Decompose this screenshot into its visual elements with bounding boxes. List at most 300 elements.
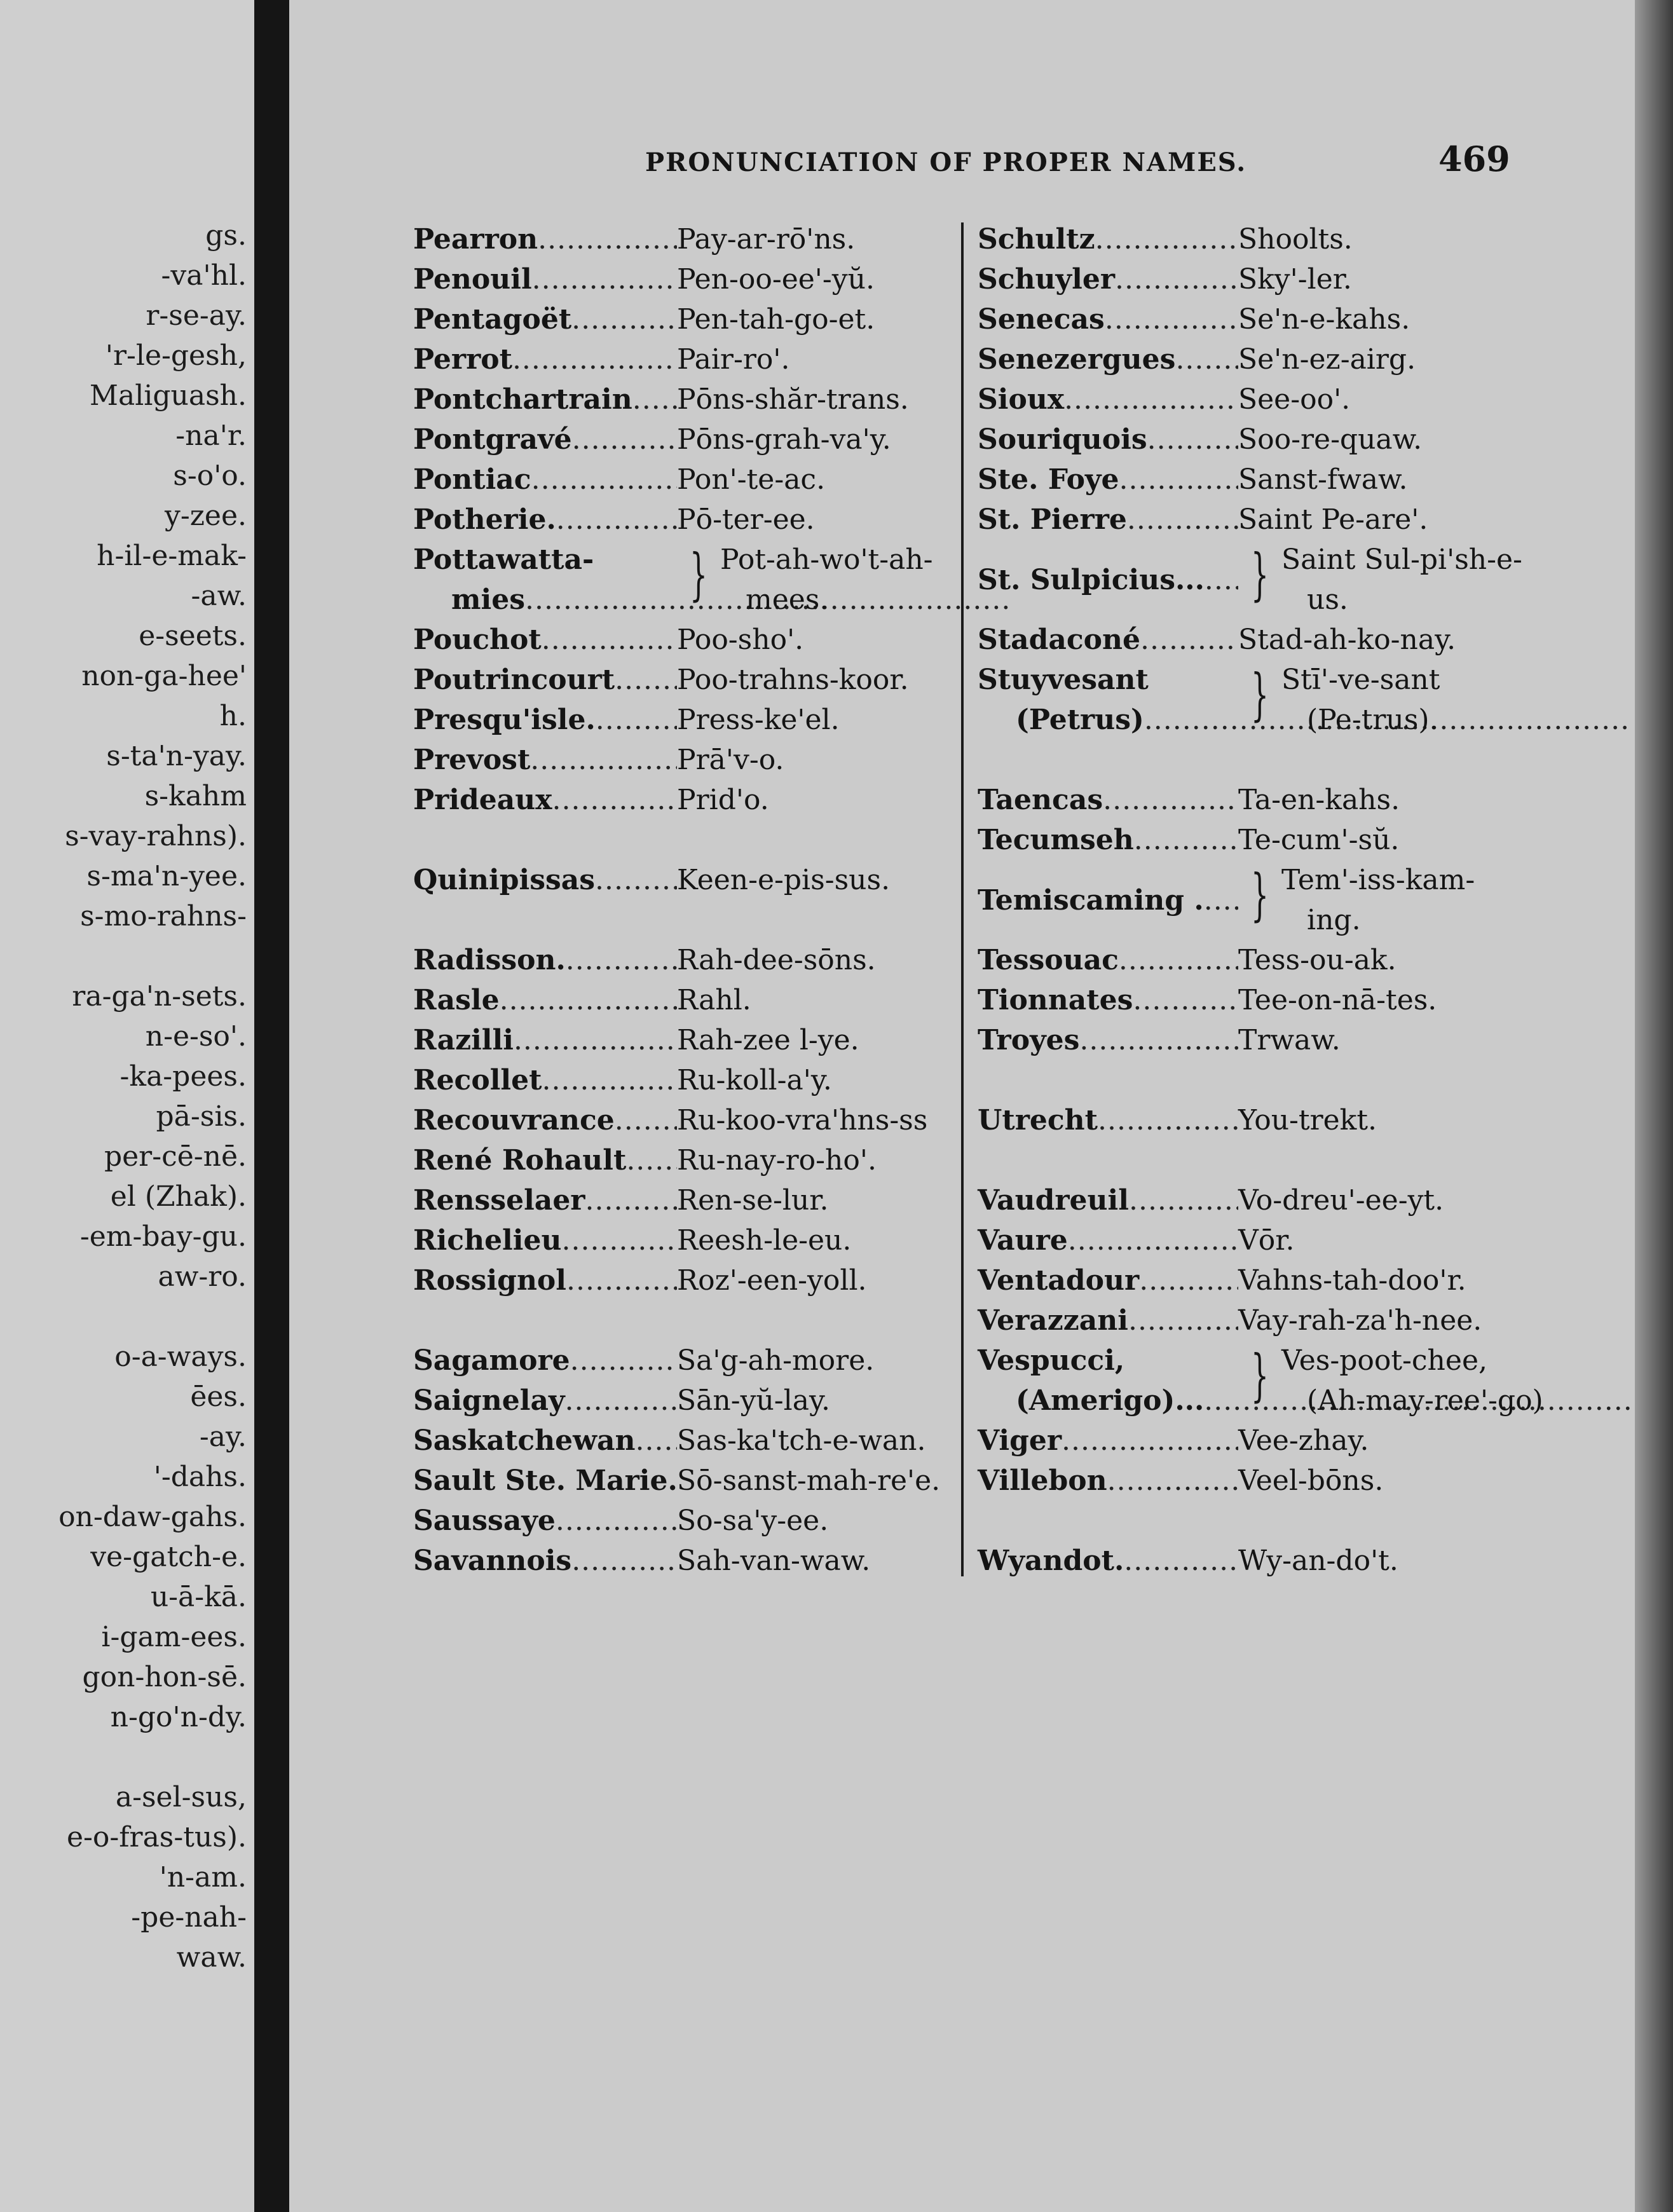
proper-name: Radisson.: [413, 944, 566, 976]
entry-name-cell: [978, 1220, 1238, 1260]
name-entry: [978, 1180, 1505, 1220]
name-entry: [413, 259, 941, 299]
pronunciation: Vōr.: [1238, 1224, 1295, 1257]
name-entry: [413, 1541, 941, 1581]
book-page: [289, 0, 1673, 2212]
name-entry: [413, 500, 941, 540]
proper-name: Rensselaer: [413, 1184, 585, 1217]
pronunciation: You-trekt.: [1238, 1104, 1377, 1137]
pronunciation: Sky'-ler.: [1238, 263, 1352, 296]
entry-name-cell: [413, 1220, 677, 1260]
proper-name: Tessouac: [978, 944, 1119, 976]
proper-name: Saussaye: [413, 1505, 556, 1537]
pronunciation: Sanst-fwaw.: [1238, 463, 1408, 496]
entry-name-cell: [978, 1180, 1238, 1220]
pronunciation: Stad-ah-ko-nay.: [1238, 624, 1456, 656]
name-entry: [413, 1341, 941, 1381]
pronunciation: Shoolts.: [1238, 223, 1353, 256]
page-number: 469: [1438, 139, 1510, 179]
proper-name: Presqu'isle.: [413, 704, 596, 736]
entry-name-cell: [413, 460, 677, 500]
facing-page-fragment: -na'r.: [175, 420, 247, 452]
entry-name-cell: [413, 219, 677, 259]
proper-name: Potherie.: [413, 503, 556, 536]
name-entry: [413, 740, 941, 780]
entry-name-cell: [413, 540, 677, 620]
leader-dots: [531, 460, 677, 500]
pronunciation: Pay-ar-rō'ns.: [677, 223, 856, 256]
name-entry: [413, 780, 941, 820]
pronunciation: Se'n-e-kahs.: [1238, 303, 1410, 336]
name-entry: [978, 460, 1505, 500]
leader-dots: [1124, 1541, 1238, 1581]
entry-name-cell: [978, 219, 1238, 259]
proper-name: Vaure: [978, 1224, 1068, 1257]
entry-gap: [978, 1060, 1505, 1100]
leader-dots: [1079, 1020, 1238, 1060]
name-entry: [413, 339, 941, 379]
leader-dots: [1128, 1301, 1238, 1341]
facing-page-fragment: e-o-fras-tus).: [66, 1821, 247, 1854]
proper-name: Pontchartrain: [413, 383, 632, 416]
leader-dots: [556, 1501, 677, 1541]
entry-name-cell: [978, 980, 1238, 1020]
name-entry: [978, 299, 1505, 339]
proper-name: Recollet: [413, 1064, 542, 1096]
entry-name-cell: [978, 1421, 1238, 1461]
leader-dots: [1139, 1260, 1238, 1301]
entry-gap: [413, 1301, 941, 1341]
running-header: PRONUNCIATION OF PROPER NAMES.: [645, 147, 1247, 177]
pronunciation-continued: (Pe-trus).: [1307, 704, 1438, 736]
entry-name-cell: [978, 1260, 1238, 1301]
leader-dots: [571, 1541, 677, 1581]
proper-name: Schultz: [978, 223, 1095, 256]
leader-dots: [572, 420, 677, 460]
facing-page-fragment: gon-hon-sē.: [82, 1661, 247, 1693]
name-entry: [978, 1220, 1505, 1260]
pronunciation: Reesh-le-eu.: [677, 1224, 852, 1257]
proper-name: Prevost: [413, 744, 531, 776]
name-entry: [978, 780, 1505, 820]
entry-name-cell: [978, 1020, 1238, 1060]
entry-name-cell: [413, 1501, 677, 1541]
entry-name-cell: [413, 700, 677, 740]
facing-page-fragment: -va'hl.: [161, 259, 247, 292]
name-entry: [978, 1260, 1505, 1301]
name-entry: [978, 219, 1505, 259]
leader-dots: [1105, 299, 1238, 339]
name-entry: [978, 1020, 1505, 1060]
entry-name-cell: [413, 339, 677, 379]
proper-name: Stuyvesant: [978, 664, 1149, 696]
facing-page-fragment: h-il-e-mak-: [97, 540, 247, 572]
name-entry: [413, 620, 941, 660]
pronunciation-continued: mees.: [746, 584, 829, 616]
proper-name: Tecumseh: [978, 824, 1134, 856]
entry-name-cell: [413, 620, 677, 660]
proper-name: Pontgravé: [413, 423, 572, 456]
proper-name: René Rohault: [413, 1144, 627, 1177]
name-entry: [978, 1421, 1505, 1461]
entry-name-cell: [413, 1541, 677, 1581]
pronunciation: Vahns-tah-doo'r.: [1238, 1264, 1466, 1297]
name-entry: [978, 1341, 1543, 1421]
facing-page-fragment: i-gam-ees.: [101, 1621, 247, 1653]
leader-dots: [556, 500, 677, 540]
entry-name-cell: [978, 780, 1238, 820]
pronunciation: Pō-ter-ee.: [677, 503, 815, 536]
leader-dots: [512, 339, 677, 379]
proper-name: Utrecht: [978, 1104, 1098, 1137]
leader-dots: [538, 219, 677, 259]
pronunciation: Vo-dreu'-ee-yt.: [1238, 1184, 1444, 1217]
entry-name-cell: [413, 860, 677, 900]
entry-name-cell: [413, 420, 677, 460]
leader-dots: [1103, 780, 1238, 820]
pronunciation: Pen-tah-go-et.: [677, 303, 875, 336]
name-entry: [978, 540, 1522, 620]
entry-name-cell: [978, 820, 1238, 860]
leader-dots: [530, 740, 677, 780]
facing-page-fragment: s-ma'n-yee.: [86, 860, 247, 892]
entry-gap: [413, 820, 941, 860]
name-entry: [413, 1060, 941, 1100]
proper-name: Rossignol: [413, 1264, 566, 1297]
pronunciation: Sah-van-waw.: [677, 1545, 871, 1577]
name-entry: [413, 1140, 941, 1180]
proper-name: Vaudreuil: [978, 1184, 1129, 1217]
facing-page-fragment: on-daw-gahs.: [58, 1501, 247, 1533]
left-column: [413, 219, 941, 1581]
leader-dots: [596, 700, 677, 740]
right-column: [978, 219, 1543, 1581]
facing-page-fragment: el (Zhak).: [110, 1180, 247, 1213]
proper-name: Recouvrance: [413, 1104, 615, 1137]
entry-gap: [978, 1140, 1505, 1180]
proper-name: Penouil: [413, 263, 532, 296]
entry-name-cell: [413, 299, 677, 339]
name-entry: [978, 1301, 1505, 1341]
leader-dots: [626, 1140, 677, 1180]
name-entry: [978, 379, 1505, 420]
facing-page-fragment: ve-gatch-e.: [90, 1541, 247, 1573]
entry-name-cell: [978, 460, 1238, 500]
pronunciation: Sas-ka'tch-e-wan.: [677, 1424, 926, 1457]
leader-dots: [1129, 1180, 1238, 1220]
leader-dots: [1119, 460, 1238, 500]
brace-glyph: }: [1251, 1342, 1269, 1408]
facing-page-fragment: gs.: [205, 219, 247, 252]
proper-name: Tionnates: [978, 984, 1133, 1016]
name-entry: [413, 1421, 941, 1461]
entry-name-cell: [413, 1341, 677, 1381]
leader-dots: [542, 1060, 677, 1100]
proper-name: Stadaconé: [978, 624, 1141, 656]
leader-dots: [566, 1260, 677, 1301]
pronunciation: Se'n-ez-airg.: [1238, 343, 1416, 376]
pronunciation: Prā'v-o.: [677, 744, 784, 776]
pronunciation: Ta-en-kahs.: [1238, 784, 1400, 816]
pronunciation: Rah-zee l-ye.: [677, 1024, 859, 1056]
proper-name: Razilli: [413, 1024, 514, 1056]
pronunciation: Saint Pe-are'.: [1238, 503, 1428, 536]
name-entry: [413, 860, 941, 900]
pronunciation: Saint Sul-pi'sh-e-: [1281, 543, 1522, 576]
leader-dots: [1134, 820, 1238, 860]
entry-name-cell: [413, 1260, 677, 1301]
entry-name-cell: [413, 980, 677, 1020]
facing-page-fragment: -pe-nah-: [131, 1901, 247, 1934]
leader-dots: [565, 1381, 677, 1421]
entry-name-cell: [978, 379, 1238, 420]
name-entry: [413, 1180, 941, 1220]
proper-name: St. Pierre: [978, 503, 1127, 536]
name-entry: [978, 1100, 1505, 1140]
entry-name-cell: [978, 299, 1238, 339]
name-entry: [978, 339, 1505, 379]
pronunciation: Poo-sho'.: [677, 624, 804, 656]
leader-dots: [1133, 980, 1238, 1020]
brace-glyph: }: [690, 542, 707, 607]
facing-page-fragment: s-o'o.: [173, 460, 247, 492]
page-edge-shadow: [1635, 0, 1673, 2212]
pronunciation: Pen-oo-ee'-yŭ.: [677, 263, 875, 296]
proper-name: Poutrincourt: [413, 664, 615, 696]
entry-name-cell: [413, 1140, 677, 1180]
proper-name: Savannois: [413, 1545, 572, 1577]
leader-dots: [552, 780, 677, 820]
name-entry: [413, 980, 941, 1020]
leader-dots: [571, 299, 677, 339]
name-entry: [413, 940, 941, 980]
leader-dots: [615, 660, 677, 700]
leader-dots: [1127, 500, 1238, 540]
proper-name-continued: (Amerigo)...: [1016, 1384, 1205, 1417]
facing-page-fragment: -ka-pees.: [119, 1060, 247, 1093]
entry-gap: [978, 1501, 1505, 1541]
name-entry: [978, 940, 1505, 980]
facing-page-fragment: a-sel-sus,: [115, 1781, 247, 1813]
proper-name: Rasle: [413, 984, 500, 1016]
facing-page-fragment: e-seets.: [139, 620, 247, 652]
proper-name: Schuyler: [978, 263, 1116, 296]
entry-name-cell: [978, 1461, 1238, 1501]
pronunciation: Vay-rah-za'h-nee.: [1238, 1304, 1482, 1337]
leader-dots: [1068, 1220, 1238, 1260]
pronunciation: Soo-re-quaw.: [1238, 423, 1423, 456]
pronunciation: Poo-trahns-koor.: [677, 664, 909, 696]
facing-page-fragment: per-cē-nē.: [104, 1140, 247, 1173]
proper-name: Temiscaming .: [978, 884, 1204, 917]
leader-dots: [1205, 560, 1238, 600]
name-entry: [413, 420, 941, 460]
proper-name: Pearron: [413, 223, 538, 256]
entry-name-cell: [413, 259, 677, 299]
entry-name-cell: [978, 500, 1238, 540]
proper-name: Sagamore: [413, 1344, 570, 1377]
entry-name-cell: [978, 620, 1238, 660]
pronunciation: Wy-an-do't.: [1238, 1545, 1398, 1577]
entry-gap: [978, 740, 1505, 780]
facing-page-fragment: s-vay-rahns).: [65, 820, 247, 852]
proper-name: Ventadour: [978, 1264, 1140, 1297]
facing-page-fragment: 'r-le-gesh,: [105, 339, 247, 372]
pronunciation: Ves-poot-chee,: [1281, 1344, 1487, 1377]
facing-page-fragment: -em-bay-gu.: [79, 1220, 247, 1253]
leader-dots: [615, 1100, 677, 1140]
leader-dots: [585, 1180, 678, 1220]
pronunciation-continued: (Ah-may-ree'-go): [1307, 1384, 1543, 1417]
name-entry: [978, 980, 1505, 1020]
pronunciation: Press-ke'el.: [677, 704, 840, 736]
leader-dots: [595, 860, 677, 900]
pronunciation: Sān-yŭ-lay.: [677, 1384, 830, 1417]
name-entry: [413, 219, 941, 259]
name-entry: [978, 1541, 1505, 1581]
proper-name: Prideaux: [413, 784, 552, 816]
name-entry: [978, 860, 1505, 940]
name-entry: [978, 1461, 1505, 1501]
facing-page-fragment: aw-ro.: [158, 1260, 247, 1293]
leader-dots: [514, 1020, 677, 1060]
pronunciation: Vee-zhay.: [1238, 1424, 1369, 1457]
facing-page-fragment: 'n-am.: [159, 1861, 247, 1894]
proper-name: Senezergues: [978, 343, 1176, 376]
proper-name: Pontiac: [413, 463, 531, 496]
facing-page-fragment: n-go'n-dy.: [110, 1701, 247, 1733]
name-entry: [413, 299, 941, 339]
leader-dots: [1064, 379, 1238, 420]
name-entry: [413, 1381, 941, 1421]
proper-name: Quinipissas: [413, 864, 596, 896]
name-entry: [413, 1501, 941, 1541]
facing-page: [0, 0, 254, 2212]
facing-page-fragment: s-mo-rahns-: [80, 900, 247, 932]
brace-glyph: }: [1251, 542, 1269, 607]
proper-name: Sioux: [978, 383, 1065, 416]
entry-name-cell: [413, 379, 677, 420]
entry-name-cell: [978, 339, 1238, 379]
pronunciation: Ru-koo-vra'hns-ss: [677, 1104, 928, 1137]
pronunciation: See-oo'.: [1238, 383, 1351, 416]
leader-dots: [561, 1220, 677, 1260]
proper-name: Sault Ste. Marie.: [413, 1464, 678, 1497]
pronunciation: Te-cum'-sŭ.: [1238, 824, 1400, 856]
name-entry: [413, 1100, 941, 1140]
leader-dots: [1098, 1100, 1238, 1140]
entry-name-cell: [978, 540, 1238, 620]
facing-page-fragment: s-ta'n-yay.: [106, 740, 247, 772]
entry-name-cell: [978, 660, 1238, 740]
pronunciation: Rahl.: [677, 984, 751, 1016]
pronunciation-continued: us.: [1307, 584, 1348, 616]
leader-dots: [1119, 940, 1238, 980]
name-entry: [413, 1461, 941, 1501]
entry-name-cell: [978, 1341, 1238, 1421]
entry-name-cell: [413, 740, 677, 780]
facing-page-fragment: pā-sis.: [156, 1100, 247, 1133]
leader-dots: [1147, 420, 1238, 460]
facing-page-fragment: n-e-so'.: [145, 1020, 247, 1053]
proper-name: Vespucci,: [978, 1344, 1125, 1377]
leader-dots: [1095, 219, 1238, 259]
leader-dots: [566, 940, 677, 980]
leader-dots: [636, 1421, 677, 1461]
entry-name-cell: [413, 940, 677, 980]
entry-name-cell: [413, 780, 677, 820]
name-entry: [413, 1020, 941, 1060]
brace-glyph: }: [1251, 662, 1269, 727]
leader-dots: [1140, 620, 1238, 660]
facing-page-fragment: '-dahs.: [153, 1461, 247, 1493]
proper-name: Viger: [978, 1424, 1062, 1457]
proper-name: Ste. Foye: [978, 463, 1119, 496]
pronunciation: Trwaw.: [1238, 1024, 1341, 1056]
entry-name-cell: [978, 1541, 1238, 1581]
name-entry: [978, 420, 1505, 460]
leader-dots: [1107, 1461, 1238, 1501]
leader-dots: [542, 620, 677, 660]
proper-name: Pentagoët: [413, 303, 572, 336]
pronunciation: Tess-ou-ak.: [1238, 944, 1396, 976]
pronunciation: Rah-dee-sōns.: [677, 944, 876, 976]
proper-name: Perrot: [413, 343, 512, 376]
entry-name-cell: [978, 1301, 1238, 1341]
proper-name: Wyandot.: [978, 1545, 1124, 1577]
entry-name-cell: [978, 259, 1238, 299]
pronunciation: Stī'-ve-sant: [1281, 664, 1440, 696]
proper-name: Senecas: [978, 303, 1105, 336]
entry-name-cell: [413, 500, 677, 540]
proper-name: Richelieu: [413, 1224, 562, 1257]
name-entry: [978, 620, 1505, 660]
column-divider: [961, 222, 964, 1576]
entry-name-cell: [413, 1381, 677, 1421]
pronunciation: Roz'-een-yoll.: [677, 1264, 867, 1297]
pronunciation-continued: ing.: [1307, 904, 1361, 936]
name-entry: [978, 259, 1505, 299]
brace-glyph: }: [1251, 862, 1269, 927]
pronunciation: So-sa'y-ee.: [677, 1505, 829, 1537]
entry-name-cell: [413, 660, 677, 700]
entry-name-cell: [413, 1020, 677, 1060]
entry-name-cell: [978, 1100, 1238, 1140]
proper-name: Taencas: [978, 784, 1103, 816]
facing-page-fragment: ēes.: [190, 1381, 247, 1413]
name-entry: [413, 1260, 941, 1301]
facing-page-fragment: ra-ga'n-sets.: [72, 980, 247, 1013]
proper-name: Verazzani: [978, 1304, 1128, 1337]
pronunciation: Prid'o.: [677, 784, 769, 816]
entry-gap: [413, 900, 941, 940]
proper-name: St. Sulpicius...: [978, 563, 1205, 596]
pronunciation: Sō-sanst-mah-re'e.: [677, 1464, 941, 1497]
pronunciation: Pair-ro'.: [677, 343, 790, 376]
name-entry: [978, 660, 1505, 740]
pronunciation: Ru-koll-a'y.: [677, 1064, 832, 1096]
leader-dots: [1115, 259, 1238, 299]
pronunciation: Pot-ah-wo't-ah-: [720, 543, 933, 576]
leader-dots: [532, 259, 677, 299]
pronunciation: Pōns-shăr-trans.: [677, 383, 909, 416]
leader-dots: [1204, 880, 1238, 920]
pronunciation: Ru-nay-ro-ho'.: [677, 1144, 877, 1177]
entry-name-cell: [413, 1060, 677, 1100]
entry-name-cell: [978, 420, 1238, 460]
facing-page-fragment: Maliguash.: [89, 379, 247, 412]
proper-name: Troyes: [978, 1024, 1080, 1056]
